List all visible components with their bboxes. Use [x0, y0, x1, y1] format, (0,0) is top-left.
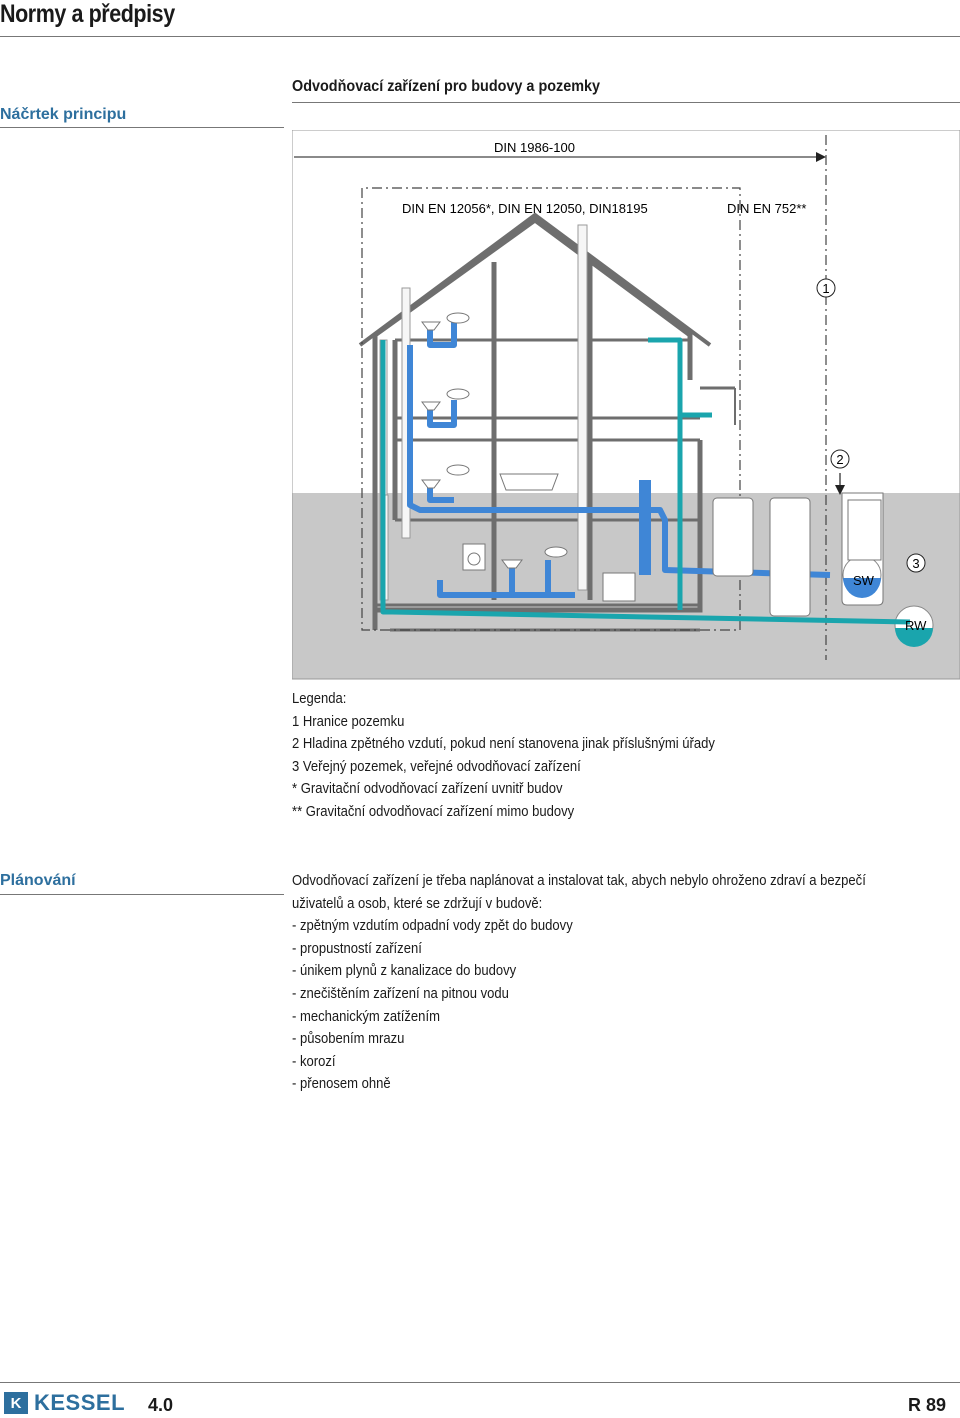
section-label-planning: Plánování — [0, 872, 76, 889]
planning-text — [292, 870, 866, 1096]
marker-1 — [817, 279, 835, 297]
planning-line: - únikem plynů z kanalizace do budovy — [292, 963, 517, 980]
label-rw: RW — [905, 618, 927, 633]
planning-line: - přenosem ohně — [292, 1076, 391, 1093]
planning-line: Odvodňovací zařízení je třeba naplánovat a instalovat tak, abych nebylo ohroženo zdraví a bezpečí — [292, 873, 866, 889]
planning-line: - propustností zařízení — [292, 940, 422, 957]
din1986-arrow — [816, 152, 826, 162]
version-number: 4.0 — [148, 1395, 174, 1415]
section-label-divider — [0, 127, 284, 128]
drainage-diagram — [292, 130, 960, 682]
kessel-logo — [4, 1390, 125, 1416]
planning-line: - korozí — [292, 1053, 336, 1070]
marker-2 — [831, 450, 849, 468]
footer-divider — [0, 1382, 960, 1383]
section-label-sketch: Náčrtek principu — [0, 106, 127, 123]
legend-title: Legenda: — [292, 691, 347, 707]
page-title: Normy a předpisy — [0, 0, 175, 28]
marker-3 — [907, 554, 925, 572]
planning-line: - znečištěním zařízení na pitnou vodu — [292, 985, 509, 1002]
legend-item: 3 Veřejný pozemek, veřejné odvodňovací zařízení — [292, 758, 581, 775]
planning-label-divider — [0, 894, 284, 895]
page-number: R 89 — [908, 1395, 947, 1415]
section-heading-divider — [292, 102, 960, 103]
planning-line: - zpětným vzdutím odpadní vody zpět do budovy — [292, 918, 573, 935]
label-en12056: DIN EN 12056*, DIN EN 12050, DIN18195 — [402, 201, 648, 216]
svg-text:1: 1 — [822, 281, 830, 296]
label-en752: DIN EN 752** — [727, 201, 807, 216]
svg-text:2: 2 — [836, 452, 844, 467]
kessel-logo-text: KESSEL — [34, 1390, 126, 1415]
legend-item: ** Gravitační odvodňovací zařízení mimo budovy — [292, 803, 575, 820]
svg-text:3: 3 — [912, 556, 920, 571]
legend — [292, 688, 715, 824]
legend-item: 2 Hladina zpětného vzdutí, pokud není stanovena jinak příslušnými úřady — [292, 736, 715, 753]
legend-item: 1 Hranice pozemku — [292, 713, 405, 730]
label-sw: SW — [853, 573, 874, 588]
planning-line: - mechanickým zatížením — [292, 1008, 440, 1025]
kessel-logo-mark: K — [4, 1392, 28, 1414]
label-din1986: DIN 1986-100 — [494, 140, 575, 155]
title-divider — [0, 36, 960, 37]
planning-line: uživatelů a osob, které se zdržují v budově: — [292, 895, 543, 912]
planning-line: - působením mrazu — [292, 1031, 405, 1048]
legend-item: * Gravitační odvodňovací zařízení uvnitř budov — [292, 781, 563, 798]
section-heading: Odvodňovací zařízení pro budovy a pozemky — [292, 78, 601, 95]
